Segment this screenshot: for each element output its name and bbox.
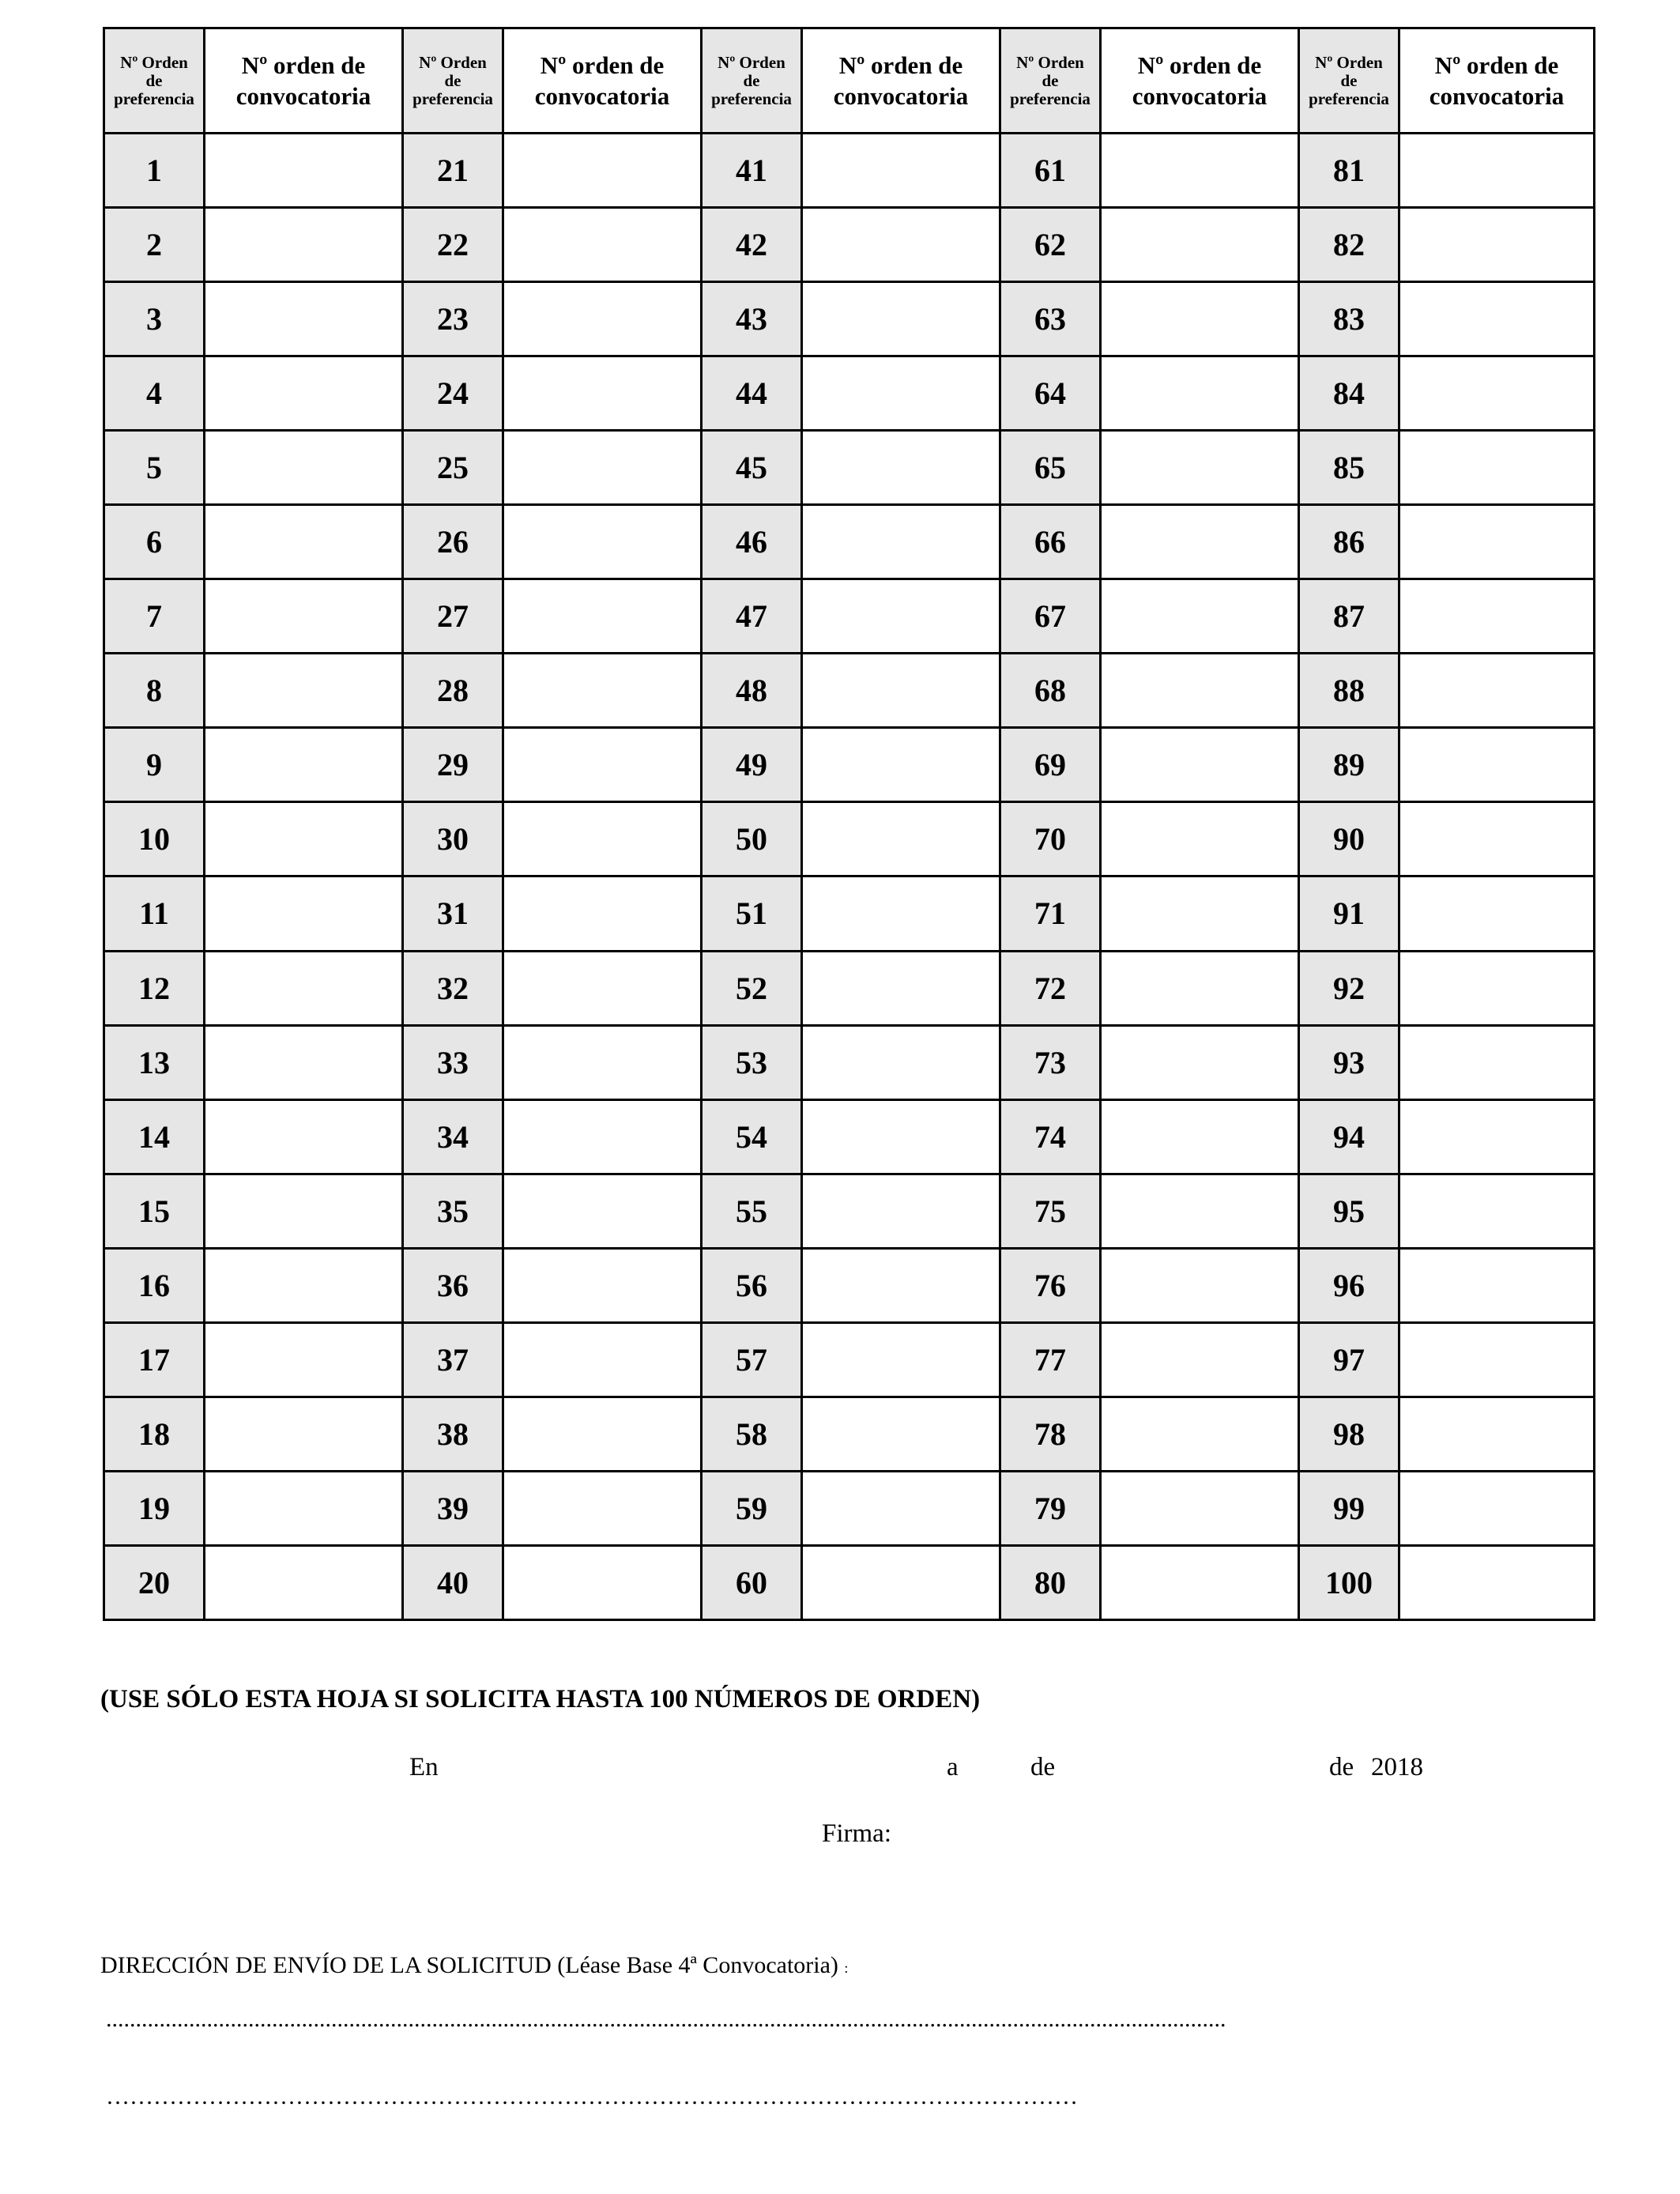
table-row	[104, 134, 1595, 208]
preference-number: 28	[403, 654, 503, 728]
preference-number: 92	[1299, 951, 1399, 1025]
pref-header-line: Nº Orden	[419, 52, 487, 72]
convocatoria-entry-cell[interactable]	[205, 134, 403, 208]
address-label	[100, 1952, 848, 1979]
preference-number: 55	[702, 1174, 802, 1248]
preference-number: 93	[1299, 1025, 1399, 1099]
preference-number: 34	[403, 1099, 503, 1174]
conv-header-line: Nº orden de	[838, 51, 963, 79]
convocatoria-entry-cell[interactable]	[205, 876, 403, 951]
pref-header-line: Nº Orden	[718, 52, 785, 72]
preference-number: 10	[104, 802, 205, 876]
preference-number: 25	[403, 431, 503, 505]
convocatoria-entry-cell[interactable]	[1101, 356, 1299, 431]
preference-number: 57	[702, 1322, 802, 1397]
preference-number: 44	[702, 356, 802, 431]
pref-header-line: de	[444, 70, 461, 90]
preference-number: 45	[702, 431, 802, 505]
preference-number: 85	[1299, 431, 1399, 505]
convocatoria-entry-cell[interactable]	[1399, 1397, 1595, 1471]
convocatoria-entry-cell[interactable]	[503, 1322, 702, 1397]
convocatoria-entry-cell[interactable]	[1101, 1471, 1299, 1545]
convocatoria-entry-cell[interactable]	[1101, 876, 1299, 951]
convocatoria-entry-cell[interactable]	[205, 282, 403, 356]
convocatoria-entry-cell[interactable]	[1399, 802, 1595, 876]
convocatoria-entry-cell[interactable]	[205, 356, 403, 431]
convocatoria-entry-cell[interactable]	[503, 134, 702, 208]
preference-number: 46	[702, 505, 802, 579]
preference-number: 69	[1000, 728, 1101, 802]
preference-number: 4	[104, 356, 205, 431]
address-label-colon: :	[844, 1960, 849, 1976]
table-row	[104, 208, 1595, 282]
convocatoria-entry-cell[interactable]	[205, 1174, 403, 1248]
convocatoria-entry-cell[interactable]	[1101, 1099, 1299, 1174]
preference-number: 65	[1000, 431, 1101, 505]
convocatoria-entry-cell[interactable]	[205, 1471, 403, 1545]
convocatoria-entry-cell[interactable]	[503, 505, 702, 579]
convocatoria-entry-cell[interactable]	[503, 282, 702, 356]
convocatoria-entry-cell[interactable]	[503, 876, 702, 951]
convocatoria-entry-cell[interactable]	[503, 1099, 702, 1174]
conv-header-line: Nº orden de	[540, 51, 665, 79]
preference-number: 11	[104, 876, 205, 951]
preference-number: 48	[702, 654, 802, 728]
table-row	[104, 951, 1595, 1025]
convocatoria-entry-cell[interactable]	[1101, 1322, 1299, 1397]
convocatoria-entry-cell[interactable]	[205, 951, 403, 1025]
table-row	[104, 431, 1595, 505]
conv-header-line: Nº orden de	[1434, 51, 1559, 79]
preference-number: 71	[1000, 876, 1101, 951]
preference-number: 49	[702, 728, 802, 802]
convocatoria-entry-cell[interactable]	[205, 1099, 403, 1174]
table-row	[104, 1545, 1595, 1619]
convocatoria-entry-cell[interactable]	[205, 1545, 403, 1619]
table-row	[104, 876, 1595, 951]
preference-number: 17	[104, 1322, 205, 1397]
pref-header-line: preferencia	[412, 89, 493, 108]
convocatoria-entry-cell[interactable]	[1399, 579, 1595, 654]
preference-number: 96	[1299, 1248, 1399, 1322]
preference-number: 87	[1299, 579, 1399, 654]
convocatoria-entry-cell[interactable]	[802, 208, 1000, 282]
conv-header-line: convocatoria	[833, 82, 969, 110]
convocatoria-entry-cell[interactable]	[205, 579, 403, 654]
preference-number: 43	[702, 282, 802, 356]
preference-number: 40	[403, 1545, 503, 1619]
preference-number: 86	[1299, 505, 1399, 579]
preference-number: 29	[403, 728, 503, 802]
convocatoria-entry-cell[interactable]	[1101, 431, 1299, 505]
preference-number: 83	[1299, 282, 1399, 356]
convocatoria-entry-cell[interactable]	[1399, 728, 1595, 802]
convocatoria-entry-cell[interactable]	[205, 1322, 403, 1397]
convocatoria-entry-cell[interactable]	[1399, 654, 1595, 728]
preference-number: 9	[104, 728, 205, 802]
table-row	[104, 802, 1595, 876]
preference-number: 61	[1000, 134, 1101, 208]
preference-number: 42	[702, 208, 802, 282]
convocatoria-entry-cell[interactable]	[503, 431, 702, 505]
pref-header-line: de	[1340, 70, 1358, 90]
address-label-text: DIRECCIÓN DE ENVÍO DE LA SOLICITUD (Léase Base 4ª Convocatoria)	[100, 1952, 838, 1978]
usage-note: (USE SÓLO ESTA HOJA SI SOLICITA HASTA 100 NÚMEROS DE ORDEN)	[100, 1685, 981, 1713]
convocatoria-entry-cell[interactable]	[205, 1397, 403, 1471]
preference-number: 6	[104, 505, 205, 579]
preference-number: 98	[1299, 1397, 1399, 1471]
table-row	[104, 1471, 1595, 1545]
convocatoria-entry-cell[interactable]	[503, 802, 702, 876]
preference-number: 64	[1000, 356, 1101, 431]
preference-number: 100	[1299, 1545, 1399, 1619]
table-row	[104, 1322, 1595, 1397]
preference-number: 7	[104, 579, 205, 654]
preference-number: 33	[403, 1025, 503, 1099]
preference-number: 58	[702, 1397, 802, 1471]
preference-number: 60	[702, 1545, 802, 1619]
convocatoria-entry-cell[interactable]	[802, 579, 1000, 654]
convocatoria-entry-cell[interactable]	[205, 654, 403, 728]
pref-header-line: preferencia	[114, 89, 194, 108]
convocatoria-entry-cell[interactable]	[205, 1025, 403, 1099]
preference-number: 38	[403, 1397, 503, 1471]
preference-number: 32	[403, 951, 503, 1025]
preference-number: 1	[104, 134, 205, 208]
place-a-label: a	[947, 1753, 959, 1781]
convocatoria-entry-cell[interactable]	[1101, 951, 1299, 1025]
convocatoria-entry-cell[interactable]	[1399, 1545, 1595, 1619]
table-row	[104, 356, 1595, 431]
convocatoria-entry-cell[interactable]	[205, 431, 403, 505]
preference-number: 73	[1000, 1025, 1101, 1099]
preference-number: 72	[1000, 951, 1101, 1025]
preference-number: 67	[1000, 579, 1101, 654]
preference-number: 54	[702, 1099, 802, 1174]
convocatoria-entry-cell[interactable]	[802, 282, 1000, 356]
convocatoria-entry-cell[interactable]	[1399, 951, 1595, 1025]
convocatoria-entry-cell[interactable]	[802, 1322, 1000, 1397]
pref-header-line: de	[1042, 70, 1059, 90]
convocatoria-entry-cell[interactable]	[1399, 1471, 1595, 1545]
conv-header-line: convocatoria	[1132, 82, 1268, 110]
convocatoria-entry-cell[interactable]	[1399, 431, 1595, 505]
preference-number: 81	[1299, 134, 1399, 208]
table-row	[104, 1174, 1595, 1248]
convocatoria-entry-cell[interactable]	[802, 1025, 1000, 1099]
table-row	[104, 654, 1595, 728]
convocatoria-entry-cell[interactable]	[503, 356, 702, 431]
preference-number: 56	[702, 1248, 802, 1322]
convocatoria-entry-cell[interactable]	[1101, 1248, 1299, 1322]
convocatoria-entry-cell[interactable]	[1101, 1174, 1299, 1248]
conv-header-line: Nº orden de	[1137, 51, 1262, 79]
pref-header-3	[702, 28, 802, 134]
conv-header-4	[1101, 28, 1299, 134]
convocatoria-entry-cell[interactable]	[802, 1397, 1000, 1471]
preference-number: 3	[104, 282, 205, 356]
place-en-label: En	[409, 1753, 439, 1781]
preference-number: 18	[104, 1397, 205, 1471]
signature-label: Firma:	[822, 1819, 891, 1848]
convocatoria-entry-cell[interactable]	[503, 728, 702, 802]
convocatoria-entry-cell[interactable]	[503, 208, 702, 282]
pref-header-4	[1000, 28, 1101, 134]
convocatoria-entry-cell[interactable]	[503, 1025, 702, 1099]
preference-number: 20	[104, 1545, 205, 1619]
preference-number: 26	[403, 505, 503, 579]
preference-number: 50	[702, 802, 802, 876]
preference-number: 62	[1000, 208, 1101, 282]
preference-number: 80	[1000, 1545, 1101, 1619]
preference-number: 27	[403, 579, 503, 654]
preference-number: 77	[1000, 1322, 1101, 1397]
preference-number: 19	[104, 1471, 205, 1545]
convocatoria-entry-cell[interactable]	[802, 654, 1000, 728]
convocatoria-entry-cell[interactable]	[1399, 1099, 1595, 1174]
convocatoria-entry-cell[interactable]	[205, 728, 403, 802]
convocatoria-entry-cell[interactable]	[1399, 1174, 1595, 1248]
preference-number: 76	[1000, 1248, 1101, 1322]
convocatoria-entry-cell[interactable]	[802, 728, 1000, 802]
convocatoria-entry-cell[interactable]	[1101, 1025, 1299, 1099]
convocatoria-entry-cell[interactable]	[205, 802, 403, 876]
conv-header-2	[503, 28, 702, 134]
convocatoria-entry-cell[interactable]	[205, 208, 403, 282]
place-year: 2018	[1371, 1753, 1423, 1781]
pref-header-2	[403, 28, 503, 134]
pref-header-line: de	[145, 70, 163, 90]
convocatoria-entry-cell[interactable]	[503, 1397, 702, 1471]
preference-number: 89	[1299, 728, 1399, 802]
preference-number: 16	[104, 1248, 205, 1322]
preference-number: 15	[104, 1174, 205, 1248]
conv-header-line: convocatoria	[1429, 82, 1565, 110]
preference-number: 99	[1299, 1471, 1399, 1545]
convocatoria-entry-cell[interactable]	[503, 654, 702, 728]
convocatoria-entry-cell[interactable]	[802, 802, 1000, 876]
convocatoria-entry-cell[interactable]	[1399, 134, 1595, 208]
preference-number: 79	[1000, 1471, 1101, 1545]
convocatoria-entry-cell[interactable]	[1399, 1248, 1595, 1322]
convocatoria-entry-cell[interactable]	[1399, 1025, 1595, 1099]
preference-number: 88	[1299, 654, 1399, 728]
preference-number: 14	[104, 1099, 205, 1174]
convocatoria-entry-cell[interactable]	[802, 1248, 1000, 1322]
preference-number: 51	[702, 876, 802, 951]
convocatoria-entry-cell[interactable]	[1101, 1545, 1299, 1619]
convocatoria-entry-cell[interactable]	[802, 876, 1000, 951]
preference-number: 22	[403, 208, 503, 282]
convocatoria-entry-cell[interactable]	[1399, 356, 1595, 431]
address-line-2[interactable]: ……………………………………………………………………………………………………………	[106, 2083, 1078, 2109]
preference-number: 8	[104, 654, 205, 728]
preference-number: 63	[1000, 282, 1101, 356]
preference-number: 37	[403, 1322, 503, 1397]
table-row	[104, 505, 1595, 579]
preference-number: 82	[1299, 208, 1399, 282]
preference-number: 30	[403, 802, 503, 876]
preference-number: 59	[702, 1471, 802, 1545]
convocatoria-entry-cell[interactable]	[1399, 1322, 1595, 1397]
pref-header-line: preferencia	[1309, 89, 1389, 108]
pref-header-line: preferencia	[1010, 89, 1090, 108]
preference-number: 12	[104, 951, 205, 1025]
conv-header-3	[802, 28, 1000, 134]
pref-header-line: de	[743, 70, 760, 90]
conv-header-line: Nº orden de	[241, 51, 366, 79]
preference-number: 23	[403, 282, 503, 356]
convocatoria-entry-cell[interactable]	[1399, 505, 1595, 579]
pref-header-5	[1299, 28, 1399, 134]
preference-number: 91	[1299, 876, 1399, 951]
convocatoria-entry-cell[interactable]	[503, 1174, 702, 1248]
preference-number: 24	[403, 356, 503, 431]
conv-header-5	[1399, 28, 1595, 134]
preference-number: 95	[1299, 1174, 1399, 1248]
conv-header-line: convocatoria	[235, 82, 371, 110]
table-row	[104, 728, 1595, 802]
convocatoria-entry-cell[interactable]	[1101, 654, 1299, 728]
table-row	[104, 1099, 1595, 1174]
preference-number: 97	[1299, 1322, 1399, 1397]
preference-number: 75	[1000, 1174, 1101, 1248]
preference-number: 36	[403, 1248, 503, 1322]
table-header	[104, 28, 1595, 134]
convocatoria-entry-cell[interactable]	[802, 1099, 1000, 1174]
preference-number: 66	[1000, 505, 1101, 579]
convocatoria-entry-cell[interactable]	[1399, 282, 1595, 356]
convocatoria-entry-cell[interactable]	[1101, 1397, 1299, 1471]
preference-number: 90	[1299, 802, 1399, 876]
preference-number: 13	[104, 1025, 205, 1099]
pref-header-1	[104, 28, 205, 134]
table-row	[104, 579, 1595, 654]
convocatoria-entry-cell[interactable]	[503, 579, 702, 654]
preference-number: 35	[403, 1174, 503, 1248]
header-row	[104, 28, 1595, 134]
preference-number: 70	[1000, 802, 1101, 876]
convocatoria-entry-cell[interactable]	[802, 505, 1000, 579]
preference-number: 94	[1299, 1099, 1399, 1174]
preference-number: 41	[702, 134, 802, 208]
convocatoria-entry-cell[interactable]	[1101, 208, 1299, 282]
pref-header-line: Nº Orden	[120, 52, 188, 72]
convocatoria-entry-cell[interactable]	[503, 1248, 702, 1322]
address-line-1[interactable]: .............................................................................................................................................................................................	[106, 2006, 1226, 2032]
table-row	[104, 1248, 1595, 1322]
convocatoria-entry-cell[interactable]	[503, 1471, 702, 1545]
conv-header-line: convocatoria	[534, 82, 670, 110]
preference-number: 53	[702, 1025, 802, 1099]
preference-number: 78	[1000, 1397, 1101, 1471]
convocatoria-entry-cell[interactable]	[802, 1471, 1000, 1545]
convocatoria-entry-cell[interactable]	[205, 505, 403, 579]
convocatoria-entry-cell[interactable]	[1399, 876, 1595, 951]
convocatoria-entry-cell[interactable]	[802, 134, 1000, 208]
convocatoria-entry-cell[interactable]	[1101, 802, 1299, 876]
convocatoria-entry-cell[interactable]	[802, 356, 1000, 431]
convocatoria-entry-cell[interactable]	[802, 431, 1000, 505]
preference-number: 39	[403, 1471, 503, 1545]
preference-number: 84	[1299, 356, 1399, 431]
preference-number: 5	[104, 431, 205, 505]
convocatoria-entry-cell[interactable]	[503, 1545, 702, 1619]
preference-table	[103, 27, 1595, 1621]
preference-number: 47	[702, 579, 802, 654]
preference-number: 2	[104, 208, 205, 282]
convocatoria-entry-cell[interactable]	[1399, 208, 1595, 282]
pref-header-line: Nº Orden	[1315, 52, 1383, 72]
table-row	[104, 1025, 1595, 1099]
pref-header-line: preferencia	[711, 89, 792, 108]
convocatoria-entry-cell[interactable]	[802, 1174, 1000, 1248]
convocatoria-entry-cell[interactable]	[1101, 134, 1299, 208]
table-row	[104, 282, 1595, 356]
convocatoria-entry-cell[interactable]	[205, 1248, 403, 1322]
preference-number: 52	[702, 951, 802, 1025]
preference-number: 68	[1000, 654, 1101, 728]
preference-number: 31	[403, 876, 503, 951]
pref-header-line: Nº Orden	[1016, 52, 1084, 72]
convocatoria-entry-cell[interactable]	[1101, 579, 1299, 654]
convocatoria-entry-cell[interactable]	[802, 1545, 1000, 1619]
preference-number: 21	[403, 134, 503, 208]
convocatoria-entry-cell[interactable]	[1101, 505, 1299, 579]
convocatoria-entry-cell[interactable]	[503, 951, 702, 1025]
convocatoria-entry-cell[interactable]	[1101, 282, 1299, 356]
table-row	[104, 1397, 1595, 1471]
place-de-label-2: de	[1329, 1753, 1354, 1781]
convocatoria-entry-cell[interactable]	[802, 951, 1000, 1025]
place-de-label: de	[1030, 1753, 1056, 1781]
table-body	[104, 134, 1595, 1620]
preference-number: 74	[1000, 1099, 1101, 1174]
convocatoria-entry-cell[interactable]	[1101, 728, 1299, 802]
conv-header-1	[205, 28, 403, 134]
